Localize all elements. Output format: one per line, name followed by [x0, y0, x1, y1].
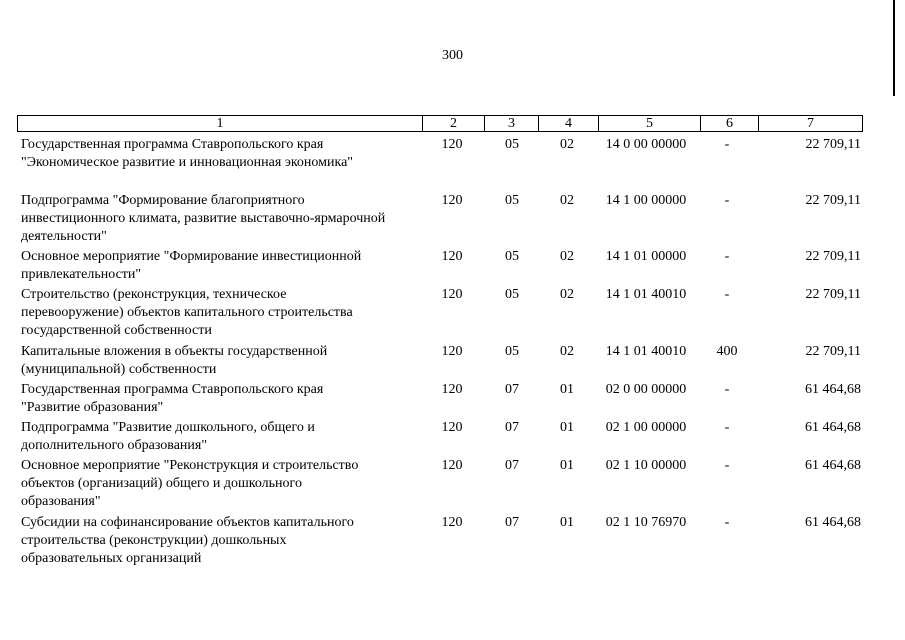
- header-col-4: 4: [538, 116, 598, 131]
- col-3-value: 05: [505, 193, 519, 208]
- row-name-line: объектов (организаций) общего и дошкольного: [21, 476, 302, 491]
- header-col-2: 2: [422, 116, 484, 131]
- col-2-value: 120: [441, 420, 463, 435]
- col-2-value: 120: [441, 458, 463, 473]
- col-5-value: 14 0 00 00000: [605, 137, 687, 152]
- row-name: [21, 419, 421, 455]
- col-3-value: 07: [505, 458, 519, 473]
- row-name-line: Основное мероприятие "Реконструкция и строительство: [21, 458, 359, 473]
- header-col-7: 7: [758, 116, 862, 131]
- row-name: [21, 457, 421, 511]
- row-name-line: государственной собственности: [21, 323, 212, 338]
- col-2-value: 120: [441, 344, 463, 359]
- col-7-value: 61 464,68: [805, 420, 861, 435]
- row-name: [21, 192, 421, 246]
- col-2-value: 120: [441, 287, 463, 302]
- row-name-line: образовательных организаций: [21, 551, 202, 566]
- row-name-line: привлекательности": [21, 267, 142, 282]
- row-name: [21, 514, 421, 568]
- col-4-value: 01: [560, 458, 574, 473]
- col-7-value: 61 464,68: [805, 382, 861, 397]
- header-col-1: 1: [216, 116, 224, 131]
- col-4-value: 02: [560, 344, 574, 359]
- col-3-value: 07: [505, 382, 519, 397]
- row-name-line: Субсидии на софинансирование объектов капитального: [21, 515, 354, 530]
- table-header-row: [17, 115, 863, 132]
- col-5-value: 14 1 01 00000: [605, 249, 687, 264]
- col-6-value: -: [724, 458, 730, 473]
- col-7-value: 22 709,11: [805, 137, 861, 152]
- row-name-line: дополнительного образования": [21, 438, 208, 453]
- row-name: [21, 381, 421, 417]
- row-name: [21, 343, 421, 379]
- row-name-line: Подпрограмма "Формирование благоприятного: [21, 193, 305, 208]
- row-name-line: Основное мероприятие "Формирование инвестиционной: [21, 249, 362, 264]
- col-6-value: -: [724, 515, 730, 530]
- col-3-value: 07: [505, 420, 519, 435]
- col-6-value: -: [724, 193, 730, 208]
- col-2-value: 120: [441, 382, 463, 397]
- col-6-value: 400: [716, 344, 738, 359]
- col-2-value: 120: [441, 193, 463, 208]
- col-6-value: -: [724, 287, 730, 302]
- header-col-6: 6: [700, 116, 758, 131]
- row-name-line: (муниципальной) собственности: [21, 362, 217, 377]
- row-name-line: перевооружение) объектов капитального строительства: [21, 305, 353, 320]
- col-7-value: 22 709,11: [805, 344, 861, 359]
- page-edge-rule: [893, 0, 895, 96]
- row-name-line: Государственная программа Ставропольского края: [21, 137, 324, 152]
- row-name-line: образования": [21, 494, 101, 509]
- col-4-value: 01: [560, 382, 574, 397]
- header-col-3: 3: [484, 116, 538, 131]
- col-3-value: 05: [505, 344, 519, 359]
- col-7-value: 22 709,11: [805, 249, 861, 264]
- col-3-value: 05: [505, 287, 519, 302]
- row-name-line: Подпрограмма "Развитие дошкольного, общего и: [21, 420, 315, 435]
- col-4-value: 02: [560, 249, 574, 264]
- row-name-line: Государственная программа Ставропольского края: [21, 382, 324, 397]
- col-6-value: -: [724, 249, 730, 264]
- col-6-value: -: [724, 382, 730, 397]
- col-4-value: 01: [560, 420, 574, 435]
- col-3-value: 07: [505, 515, 519, 530]
- col-4-value: 02: [560, 193, 574, 208]
- col-5-value: 02 1 10 00000: [605, 458, 687, 473]
- row-name: [21, 136, 421, 172]
- row-name-line: "Развитие образования": [21, 400, 164, 415]
- col-6-value: -: [724, 420, 730, 435]
- col-3-value: 05: [505, 249, 519, 264]
- row-name: [21, 286, 421, 340]
- row-name: [21, 248, 421, 284]
- col-7-value: 61 464,68: [805, 515, 861, 530]
- row-name-line: строительства (реконструкции) дошкольных: [21, 533, 287, 548]
- col-6-value: -: [724, 137, 730, 152]
- col-2-value: 120: [441, 249, 463, 264]
- header-col-5: 5: [598, 116, 700, 131]
- row-name-line: инвестиционного климата, развитие выставочно-ярмарочной: [21, 211, 386, 226]
- row-name-line: деятельности": [21, 229, 107, 244]
- col-5-value: 14 1 01 40010: [605, 344, 687, 359]
- col-7-value: 22 709,11: [805, 287, 861, 302]
- row-name-line: Строительство (реконструкция, техническое: [21, 287, 287, 302]
- col-5-value: 02 1 00 00000: [605, 420, 687, 435]
- col-3-value: 05: [505, 137, 519, 152]
- col-2-value: 120: [441, 137, 463, 152]
- col-5-value: 02 1 10 76970: [605, 515, 687, 530]
- page-number: 300: [442, 48, 463, 63]
- col-4-value: 02: [560, 137, 574, 152]
- col-7-value: 22 709,11: [805, 193, 861, 208]
- col-4-value: 01: [560, 515, 574, 530]
- col-7-value: 61 464,68: [805, 458, 861, 473]
- col-5-value: 02 0 00 00000: [605, 382, 687, 397]
- col-5-value: 14 1 01 40010: [605, 287, 687, 302]
- row-name-line: Капитальные вложения в объекты государственной: [21, 344, 328, 359]
- row-name-line: "Экономическое развитие и инновационная экономика": [21, 155, 354, 170]
- col-2-value: 120: [441, 515, 463, 530]
- col-5-value: 14 1 00 00000: [605, 193, 687, 208]
- col-4-value: 02: [560, 287, 574, 302]
